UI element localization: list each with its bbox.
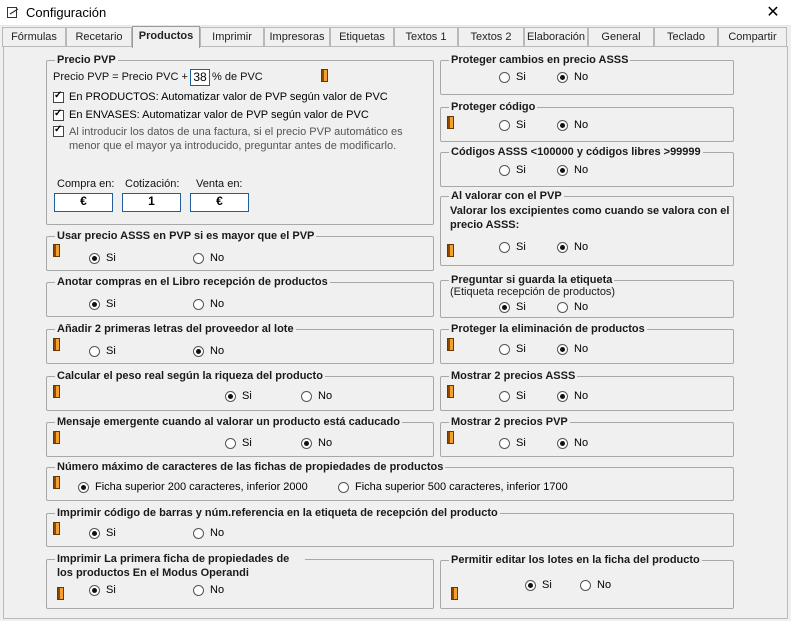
radio-si[interactable]	[499, 343, 526, 355]
radio-dot	[225, 438, 236, 449]
radio-no[interactable]	[193, 298, 224, 310]
venta-label: Venta en:	[196, 178, 243, 190]
group-title: Mensaje emergente cuando al valorar un producto está caducado	[57, 416, 400, 428]
group-codigo-barras	[46, 507, 734, 547]
group-title: Proteger código	[451, 101, 536, 113]
radio-si[interactable]	[525, 579, 552, 591]
radio-dot	[301, 391, 312, 402]
group-title: Mostrar 2 precios PVP	[451, 416, 568, 428]
tab-productos[interactable]: Productos	[132, 26, 200, 48]
tab-impresoras[interactable]: Impresoras	[264, 27, 330, 47]
door-icon[interactable]	[53, 476, 60, 489]
app-icon	[7, 7, 19, 19]
chk-envases[interactable]	[53, 109, 369, 121]
group-valorar-pvp	[440, 190, 734, 266]
radio-no[interactable]	[580, 579, 611, 591]
radio-no[interactable]	[557, 343, 588, 355]
group-guarda-etiqueta	[440, 274, 734, 318]
radio-dot	[89, 528, 100, 539]
chk-productos[interactable]	[53, 91, 388, 103]
group-proteger-codigo	[440, 101, 734, 142]
radio-si[interactable]	[499, 390, 526, 402]
radio-label: Si	[106, 252, 116, 264]
radio-dot	[78, 482, 89, 493]
radio-label: Ficha superior 200 caracteres, inferior 2000	[95, 481, 308, 493]
group-title: Añadir 2 primeras letras del proveedor al lote	[57, 323, 294, 335]
group-anotar-compras	[46, 276, 434, 317]
group-precio-pvp	[46, 54, 434, 225]
radio-no[interactable]	[557, 390, 588, 402]
group-title: Al valorar con el PVP	[451, 190, 562, 202]
tab-general[interactable]: General	[588, 27, 654, 47]
cotizacion-label: Cotización:	[125, 178, 180, 190]
group-title: Número máximo de caracteres de las fichas de propiedades de productos	[57, 461, 444, 473]
radio-dot	[499, 165, 510, 176]
radio-label: No	[574, 301, 589, 313]
tab-recetario[interactable]: Recetario	[66, 27, 132, 47]
door-icon[interactable]	[451, 587, 458, 600]
radio-dot	[89, 253, 100, 264]
radio-dot	[499, 391, 510, 402]
radio-label: Si	[516, 437, 526, 449]
radio-dot	[557, 391, 568, 402]
tab-etiquetas[interactable]: Etiquetas	[330, 27, 394, 47]
radio-dot	[193, 299, 204, 310]
radio-dot	[193, 253, 204, 264]
radio-dot	[557, 302, 568, 313]
checkbox-icon	[53, 92, 64, 103]
group-max-caracteres	[46, 461, 734, 501]
tab-imprimir[interactable]: Imprimir	[200, 27, 264, 47]
tab-bar	[2, 27, 789, 47]
group-title: Proteger cambios en precio ASSS	[451, 54, 629, 66]
radio-label: Si	[106, 527, 116, 539]
radio-dot	[499, 120, 510, 131]
radio-label: Si	[516, 119, 526, 131]
radio-label: Si	[106, 298, 116, 310]
group-codigos-asss	[440, 146, 734, 187]
door-icon[interactable]	[53, 522, 60, 535]
radio-no[interactable]	[193, 527, 224, 539]
tab-teclado[interactable]: Teclado	[654, 27, 718, 47]
radio-dot	[301, 438, 312, 449]
group-mensaje-caducado	[46, 416, 434, 457]
radio-no[interactable]	[557, 119, 588, 131]
chk-factura[interactable]	[53, 125, 413, 153]
checkbox-icon	[53, 126, 64, 137]
tab-textos-1[interactable]: Textos 1	[394, 27, 458, 47]
tab-elaboracion[interactable]: Elaboración	[524, 27, 588, 47]
radio-no[interactable]	[301, 437, 332, 449]
radio-dot	[89, 585, 100, 596]
door-icon[interactable]	[53, 338, 60, 351]
radio-si[interactable]	[499, 437, 526, 449]
group-primera-ficha	[46, 553, 434, 609]
venta-input[interactable]: €	[190, 193, 249, 212]
cotizacion-input[interactable]: 1	[122, 193, 181, 212]
door-icon[interactable]	[53, 385, 60, 398]
radio-dot	[89, 299, 100, 310]
radio-label: No	[210, 584, 225, 596]
radio-dot	[557, 438, 568, 449]
radio-dot	[557, 344, 568, 355]
group-peso-real	[46, 370, 434, 411]
group-proteger-eliminacion	[440, 323, 734, 364]
radio-dot	[557, 120, 568, 131]
radio-label: No	[210, 252, 225, 264]
group-title: Proteger la eliminación de productos	[451, 323, 645, 335]
radio-label: Si	[516, 390, 526, 402]
group-title: Códigos ASSS <100000 y códigos libres >99999	[451, 146, 701, 158]
radio-no[interactable]	[193, 252, 224, 264]
radio-option-1[interactable]	[78, 481, 308, 493]
tab-compartir[interactable]: Compartir	[718, 27, 787, 47]
pvp-percent-input[interactable]: 38	[190, 69, 210, 86]
radio-no[interactable]	[557, 241, 588, 253]
group-title: Usar precio ASSS en PVP si es mayor que el PVP	[57, 230, 315, 242]
radio-label: No	[210, 527, 225, 539]
group-proteger-asss	[440, 54, 734, 95]
group-title: Permitir editar los lotes en la ficha del producto	[451, 554, 700, 566]
radio-label: Si	[516, 241, 526, 253]
radio-dot	[525, 580, 536, 591]
radio-no[interactable]	[193, 584, 224, 596]
radio-label: Ficha superior 500 caracteres, inferior 1700	[355, 481, 568, 493]
radio-label: Si	[516, 301, 526, 313]
radio-label: No	[210, 345, 225, 357]
radio-label: No	[574, 71, 589, 83]
radio-no[interactable]	[557, 437, 588, 449]
radio-dot	[557, 72, 568, 83]
group-title: Precio PVP	[57, 54, 116, 66]
radio-dot	[499, 242, 510, 253]
pvp-formula-suffix: % de PVC	[212, 71, 263, 83]
chk-envases-label: En ENVASES: Automatizar valor de PVP según valor de PVC	[69, 109, 369, 121]
group-title: Mostrar 2 precios ASSS	[451, 370, 576, 382]
radio-dot	[338, 482, 349, 493]
group-title: Imprimir La primera ficha de propiedades de los productos En el Modus Operandi	[55, 552, 305, 580]
title-bar	[0, 0, 791, 26]
radio-label: Si	[106, 584, 116, 596]
radio-label: No	[574, 241, 589, 253]
radio-label: No	[574, 437, 589, 449]
radio-label: Si	[516, 71, 526, 83]
door-icon[interactable]	[321, 69, 328, 82]
radio-label: Si	[516, 343, 526, 355]
group-subtitle: Valorar los excipientes como cuando se valora con el precio ASSS:	[450, 205, 730, 231]
radio-label: No	[597, 579, 612, 591]
radio-si[interactable]	[499, 164, 526, 176]
door-icon[interactable]	[53, 431, 60, 444]
radio-dot	[557, 165, 568, 176]
radio-dot	[499, 302, 510, 313]
group-usar-asss	[46, 230, 434, 271]
chk-factura-label: Al introducir los datos de una factura, si el precio PVP automático es menor que el mayor ya introducido, preguntar antes de modificarlo.	[69, 126, 403, 152]
close-button[interactable]: ✕	[766, 4, 780, 21]
radio-si[interactable]	[89, 252, 116, 264]
radio-label: No	[318, 390, 333, 402]
radio-si[interactable]	[499, 301, 526, 313]
tab-formulas[interactable]: Fórmulas	[2, 27, 66, 47]
group-title: Anotar compras en el Libro recepción de productos	[57, 276, 328, 288]
compra-input[interactable]: €	[54, 193, 113, 212]
group-title: Imprimir código de barras y núm.referencia en la etiqueta de recepción del producto	[57, 507, 498, 519]
checkbox-icon	[53, 110, 64, 121]
radio-label: Si	[242, 390, 252, 402]
group-title: Calcular el peso real según la riqueza del producto	[57, 370, 323, 382]
radio-label: No	[318, 437, 333, 449]
door-icon[interactable]	[447, 244, 454, 257]
door-icon[interactable]	[447, 385, 454, 398]
door-icon[interactable]	[53, 244, 60, 257]
radio-dot	[580, 580, 591, 591]
radio-label: Si	[542, 579, 552, 591]
radio-si[interactable]	[89, 584, 116, 596]
radio-si[interactable]	[89, 298, 116, 310]
radio-label: No	[574, 390, 589, 402]
radio-dot	[499, 344, 510, 355]
tab-textos-2[interactable]: Textos 2	[458, 27, 524, 47]
radio-dot	[557, 242, 568, 253]
radio-label: No	[574, 343, 589, 355]
radio-option-2[interactable]	[338, 481, 568, 493]
radio-dot	[499, 438, 510, 449]
radio-dot	[193, 346, 204, 357]
radio-no[interactable]	[557, 301, 588, 313]
radio-label: No	[574, 119, 589, 131]
group-title: Preguntar si guarda la etiqueta	[451, 274, 613, 286]
radio-si[interactable]	[225, 390, 252, 402]
door-icon[interactable]	[57, 587, 64, 600]
radio-dot	[193, 528, 204, 539]
group-editar-lotes	[440, 554, 734, 609]
radio-no[interactable]	[193, 345, 224, 357]
group-dos-asss	[440, 370, 734, 411]
radio-si[interactable]	[499, 241, 526, 253]
radio-no[interactable]	[301, 390, 332, 402]
radio-si[interactable]	[89, 345, 116, 357]
radio-label: Si	[516, 164, 526, 176]
door-icon[interactable]	[447, 116, 454, 129]
radio-label: No	[210, 298, 225, 310]
radio-si[interactable]	[225, 437, 252, 449]
compra-label: Compra en:	[57, 178, 115, 190]
radio-si[interactable]	[499, 71, 526, 83]
radio-dot	[225, 391, 236, 402]
radio-dot	[89, 346, 100, 357]
radio-no[interactable]	[557, 71, 588, 83]
group-anadir-letras	[46, 323, 434, 364]
radio-label: Si	[242, 437, 252, 449]
radio-dot	[193, 585, 204, 596]
chk-productos-label: En PRODUCTOS: Automatizar valor de PVP según valor de PVC	[69, 91, 388, 103]
radio-si[interactable]	[89, 527, 116, 539]
radio-label: No	[574, 164, 589, 176]
group-subtitle: (Etiqueta recepción de productos)	[450, 286, 616, 298]
pvp-formula-label: Precio PVP = Precio PVC +	[53, 71, 188, 83]
radio-si[interactable]	[499, 119, 526, 131]
radio-dot	[499, 72, 510, 83]
door-icon[interactable]	[447, 431, 454, 444]
group-dos-pvp	[440, 416, 734, 457]
door-icon[interactable]	[447, 338, 454, 351]
window-title: Configuración	[26, 5, 107, 20]
radio-no[interactable]	[557, 164, 588, 176]
radio-label: Si	[106, 345, 116, 357]
